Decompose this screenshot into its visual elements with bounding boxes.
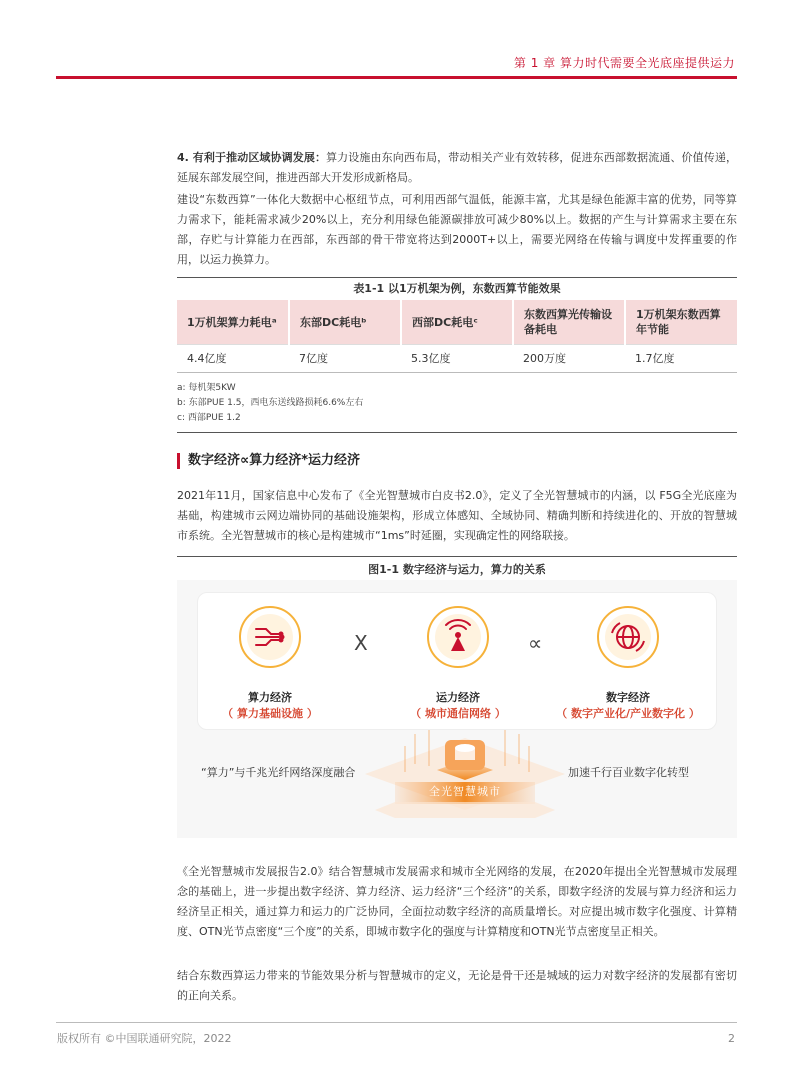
right-caption: 加速千行百业数字化转型 [568, 766, 689, 779]
paragraph-regional-development [177, 148, 737, 188]
econ-title-compute: 算力经济 [248, 691, 292, 704]
table-cell: 1.7亿度 [625, 345, 737, 373]
table-cell: 7亿度 [289, 345, 401, 373]
table-row [177, 345, 737, 373]
table-cell: 200万度 [513, 345, 625, 373]
table-header-cell: 东部DC耗电ᵇ [289, 300, 401, 345]
paragraph-body: 算力设施由东向西布局，带动相关产业有效转移，促进东西部数据流通、价值传递，延展东部发展空间，推进西部大开发形成新格局。 [177, 151, 737, 184]
table-header-cell: 1万机架算力耗电ᵃ [177, 300, 289, 345]
footer-rule [56, 1022, 737, 1023]
econ-sub-digital: （ 数字产业化/产业数字化 ） [556, 707, 700, 720]
table-caption: 表1-1 以1万机架为例，东数西算节能效果 [177, 277, 737, 300]
table-note: c: 西部PUE 1.2 [177, 413, 241, 423]
table-note: a: 每机架5KW [177, 383, 236, 393]
section-heading: 数字经济∝算力经济*运力经济 [177, 453, 360, 469]
table-notes [177, 373, 737, 433]
globe-icon [596, 605, 660, 669]
table-note: b: 东部PUE 1.5，西电东送线路损耗6.6%左右 [177, 398, 364, 408]
table-cell: 4.4亿度 [177, 345, 289, 373]
chapter-title: 第 1 章 算力时代需要全光底座提供运力 [513, 56, 735, 70]
paragraph-report: 《全光智慧城市发展报告2.0》结合智慧城市发展需求和城市全光网络的发展，在2020年提出全光智慧城市发展理念的基础上，进一步提出数字经济、算力经济、运力经济“三个经济”的关系，即数字经济的发展与算力经济和运力经济呈正相关，通过算力和运力的广泛协同，全面拉动数字经济的高质量增长。对应提出城市数字化强度、计算精度、OTN光节点密度“三个度”的关系，即城市数字化的强度与计算精度和OTN光节点密度呈正相关。 [177, 865, 737, 938]
table [177, 300, 737, 373]
paragraph-lead: 4. 有利于推动区域协调发展： [177, 151, 327, 164]
page-number: 2 [728, 1032, 735, 1045]
circuit-icon [238, 605, 302, 669]
signal-tower-icon [426, 605, 490, 669]
paragraph-east-west: 建设“东数西算”一体化大数据中心枢纽节点，可利用西部气温低，能源丰富，尤其是绿色能源丰富的优势，同等算力需求下，能耗需求减少20%以上，充分利用绿色能源碳排放可减少80%以上。数据的产生与计算需求主要在东部，存贮与计算能力在西部，东西部的骨干带宽将达到2000T+以上，需要光网络在传输与调度中发挥重要的作用，以运力换算力。 [177, 193, 737, 266]
left-caption: “算力”与千兆光纤网络深度融合 [201, 766, 356, 779]
economy-relation-panel [197, 592, 717, 730]
econ-sub-transport: （ 城市通信网络 ） [410, 707, 506, 720]
copyright: 版权所有 ©中国联通研究院，2022 [57, 1032, 232, 1045]
table-header-cell: 1万机架东数西算年节能 [625, 300, 737, 345]
econ-sub-compute: （ 算力基础设施 ） [222, 707, 318, 720]
econ-title-transport: 运力经济 [436, 691, 480, 704]
figure-caption: 图1-1 数字经济与运力，算力的关系 [177, 556, 737, 579]
table-header-row [177, 300, 737, 345]
paragraph-whitepaper: 2021年11月，国家信息中心发布了《全光智慧城市白皮书2.0》，定义了全光智慧城市的内涵，以 F5G全光底座为基础，构建城市云网边端协同的基础设施架构，形成立体感知、全域协同、精确判断和持续进化的、开放的智慧城市系统。全光智慧城市的核心是构建城市“1ms”时延圈，实现确定性的网络联接。 [177, 489, 737, 542]
proportional-operator: ∝ [528, 631, 543, 655]
paragraph-conclusion: 结合东数西算运力带来的节能效果分析与智慧城市的定义，无论是骨干还是城域的运力对数字经济的发展都有密切的正向关系。 [177, 969, 737, 1002]
figure [177, 580, 737, 838]
platform-label: 全光智慧城市 [429, 785, 501, 798]
table-cell: 5.3亿度 [401, 345, 513, 373]
energy-table [177, 277, 737, 433]
header-rule [56, 76, 737, 79]
multiply-operator: X [354, 631, 368, 655]
table-header-cell: 东数西算光传输设备耗电 [513, 300, 625, 345]
econ-title-digital: 数字经济 [606, 691, 650, 704]
table-header-cell: 西部DC耗电ᶜ [401, 300, 513, 345]
